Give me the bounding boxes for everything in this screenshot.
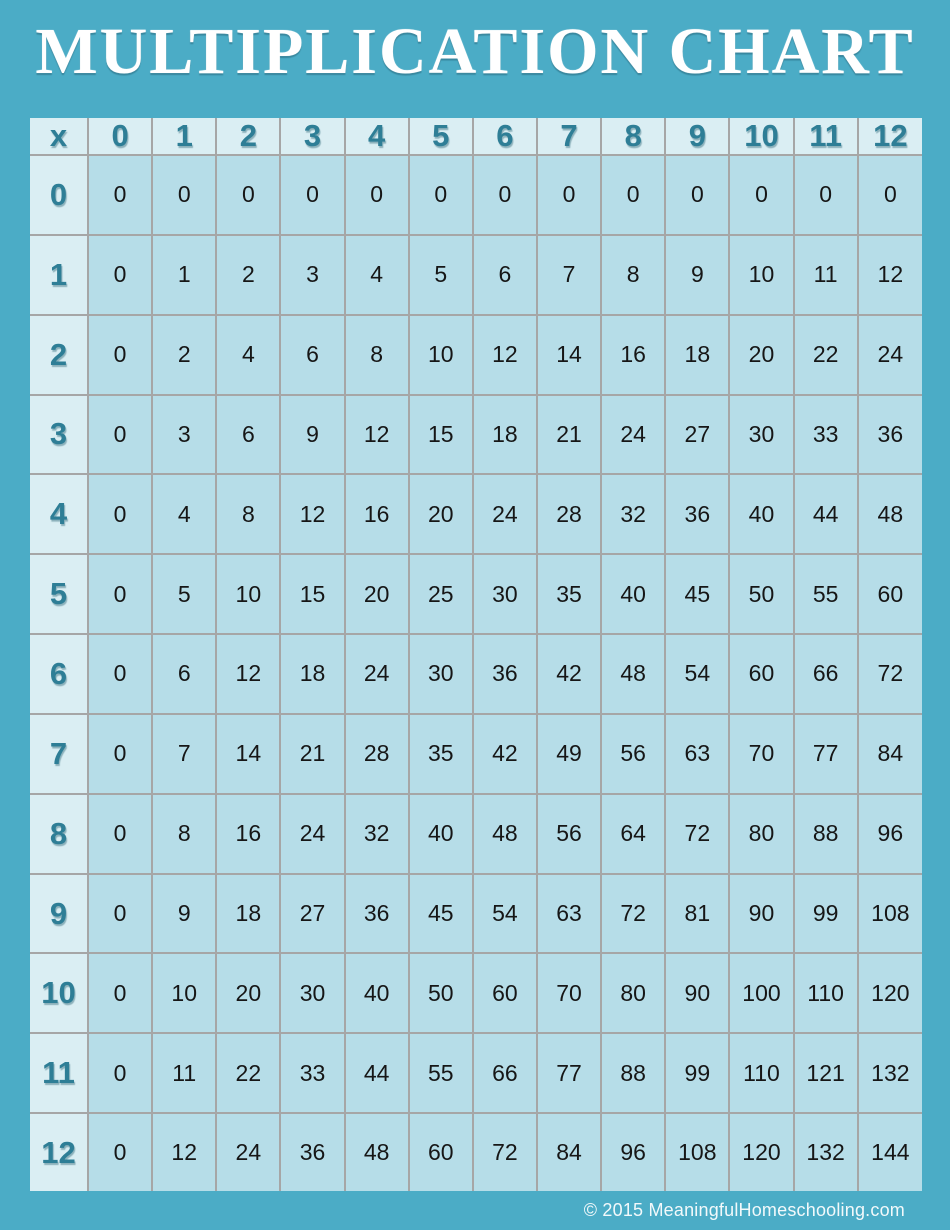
product-cell: 63 <box>665 714 729 794</box>
product-cell: 6 <box>280 315 344 395</box>
column-header-cell: 0 <box>88 118 152 155</box>
table-row <box>30 554 922 634</box>
table-row <box>30 1033 922 1113</box>
product-cell: 28 <box>537 474 601 554</box>
product-cell: 35 <box>537 554 601 634</box>
product-cell: 60 <box>729 634 793 714</box>
product-cell: 24 <box>858 315 922 395</box>
product-cell: 3 <box>152 395 216 475</box>
product-cell: 80 <box>729 794 793 874</box>
product-cell: 24 <box>280 794 344 874</box>
row-header-cell: 3 <box>30 395 88 475</box>
column-header-cell: 11 <box>794 118 858 155</box>
product-cell: 16 <box>345 474 409 554</box>
product-cell: 18 <box>473 395 537 475</box>
product-cell: 0 <box>88 1033 152 1113</box>
table-row <box>30 474 922 554</box>
product-cell: 11 <box>152 1033 216 1113</box>
product-cell: 0 <box>858 155 922 235</box>
product-cell: 72 <box>601 874 665 954</box>
product-cell: 0 <box>409 155 473 235</box>
product-cell: 15 <box>280 554 344 634</box>
product-cell: 42 <box>473 714 537 794</box>
product-cell: 72 <box>665 794 729 874</box>
product-cell: 77 <box>537 1033 601 1113</box>
product-cell: 40 <box>409 794 473 874</box>
product-cell: 0 <box>88 315 152 395</box>
product-cell: 0 <box>88 395 152 475</box>
product-cell: 35 <box>409 714 473 794</box>
product-cell: 108 <box>665 1113 729 1191</box>
product-cell: 32 <box>345 794 409 874</box>
row-header-cell: 11 <box>30 1033 88 1113</box>
column-header-cell: 2 <box>216 118 280 155</box>
product-cell: 4 <box>152 474 216 554</box>
product-cell: 10 <box>152 953 216 1033</box>
product-cell: 50 <box>409 953 473 1033</box>
corner-header-cell: x <box>30 118 88 155</box>
product-cell: 48 <box>858 474 922 554</box>
product-cell: 36 <box>473 634 537 714</box>
product-cell: 100 <box>729 953 793 1033</box>
product-cell: 24 <box>601 395 665 475</box>
product-cell: 30 <box>473 554 537 634</box>
product-cell: 50 <box>729 554 793 634</box>
product-cell: 28 <box>345 714 409 794</box>
product-cell: 5 <box>152 554 216 634</box>
product-cell: 0 <box>473 155 537 235</box>
product-cell: 25 <box>409 554 473 634</box>
product-cell: 9 <box>665 235 729 315</box>
product-cell: 6 <box>216 395 280 475</box>
table-row <box>30 315 922 395</box>
product-cell: 18 <box>280 634 344 714</box>
product-cell: 24 <box>345 634 409 714</box>
product-cell: 56 <box>537 794 601 874</box>
product-cell: 27 <box>665 395 729 475</box>
product-cell: 40 <box>345 953 409 1033</box>
copyright-text: © 2015 MeaningfulHomeschooling.com <box>583 1200 905 1220</box>
product-cell: 84 <box>858 714 922 794</box>
product-cell: 0 <box>601 155 665 235</box>
product-cell: 36 <box>345 874 409 954</box>
product-cell: 0 <box>729 155 793 235</box>
product-cell: 2 <box>216 235 280 315</box>
header-row <box>30 118 922 155</box>
product-cell: 96 <box>858 794 922 874</box>
product-cell: 30 <box>280 953 344 1033</box>
product-cell: 0 <box>88 634 152 714</box>
product-cell: 8 <box>216 474 280 554</box>
column-header-cell: 9 <box>665 118 729 155</box>
table-row <box>30 1113 922 1191</box>
product-cell: 0 <box>88 474 152 554</box>
column-header-cell: 10 <box>729 118 793 155</box>
product-cell: 81 <box>665 874 729 954</box>
product-cell: 20 <box>345 554 409 634</box>
product-cell: 2 <box>152 315 216 395</box>
product-cell: 12 <box>152 1113 216 1191</box>
product-cell: 12 <box>216 634 280 714</box>
row-header-cell: 7 <box>30 714 88 794</box>
column-header-cell: 7 <box>537 118 601 155</box>
product-cell: 45 <box>409 874 473 954</box>
product-cell: 12 <box>858 235 922 315</box>
product-cell: 66 <box>473 1033 537 1113</box>
product-cell: 15 <box>409 395 473 475</box>
page-title: MULTIPLICATION CHART <box>35 15 915 88</box>
product-cell: 72 <box>473 1113 537 1191</box>
table-row <box>30 953 922 1033</box>
product-cell: 20 <box>216 953 280 1033</box>
product-cell: 16 <box>601 315 665 395</box>
product-cell: 24 <box>216 1113 280 1191</box>
product-cell: 99 <box>665 1033 729 1113</box>
product-cell: 90 <box>665 953 729 1033</box>
product-cell: 55 <box>409 1033 473 1113</box>
product-cell: 60 <box>409 1113 473 1191</box>
product-cell: 96 <box>601 1113 665 1191</box>
product-cell: 132 <box>794 1113 858 1191</box>
product-cell: 27 <box>280 874 344 954</box>
column-header-cell: 4 <box>345 118 409 155</box>
product-cell: 70 <box>729 714 793 794</box>
product-cell: 10 <box>409 315 473 395</box>
row-header-cell: 10 <box>30 953 88 1033</box>
column-header-cell: 5 <box>409 118 473 155</box>
product-cell: 20 <box>409 474 473 554</box>
product-cell: 108 <box>858 874 922 954</box>
table-row <box>30 794 922 874</box>
product-cell: 12 <box>345 395 409 475</box>
product-cell: 22 <box>216 1033 280 1113</box>
product-cell: 132 <box>858 1033 922 1113</box>
product-cell: 12 <box>473 315 537 395</box>
product-cell: 9 <box>280 395 344 475</box>
product-cell: 0 <box>216 155 280 235</box>
product-cell: 7 <box>152 714 216 794</box>
product-cell: 12 <box>280 474 344 554</box>
product-cell: 8 <box>345 315 409 395</box>
product-cell: 44 <box>794 474 858 554</box>
product-cell: 63 <box>537 874 601 954</box>
product-cell: 0 <box>280 155 344 235</box>
row-header-cell: 6 <box>30 634 88 714</box>
product-cell: 21 <box>537 395 601 475</box>
table-row <box>30 395 922 475</box>
table-row <box>30 634 922 714</box>
product-cell: 144 <box>858 1113 922 1191</box>
product-cell: 5 <box>409 235 473 315</box>
column-header-cell: 1 <box>152 118 216 155</box>
row-header-cell: 2 <box>30 315 88 395</box>
product-cell: 0 <box>88 155 152 235</box>
product-cell: 10 <box>729 235 793 315</box>
product-cell: 33 <box>794 395 858 475</box>
product-cell: 54 <box>665 634 729 714</box>
product-cell: 4 <box>345 235 409 315</box>
row-header-cell: 0 <box>30 155 88 235</box>
product-cell: 110 <box>794 953 858 1033</box>
row-header-cell: 9 <box>30 874 88 954</box>
product-cell: 0 <box>345 155 409 235</box>
product-cell: 90 <box>729 874 793 954</box>
product-cell: 8 <box>601 235 665 315</box>
product-cell: 8 <box>152 794 216 874</box>
product-cell: 120 <box>729 1113 793 1191</box>
product-cell: 0 <box>88 1113 152 1191</box>
column-header-cell: 6 <box>473 118 537 155</box>
multiplication-table <box>30 118 922 1191</box>
product-cell: 88 <box>601 1033 665 1113</box>
product-cell: 72 <box>858 634 922 714</box>
product-cell: 0 <box>537 155 601 235</box>
product-cell: 10 <box>216 554 280 634</box>
product-cell: 20 <box>729 315 793 395</box>
product-cell: 0 <box>88 714 152 794</box>
product-cell: 0 <box>88 953 152 1033</box>
table-header <box>30 118 922 155</box>
product-cell: 30 <box>409 634 473 714</box>
product-cell: 88 <box>794 794 858 874</box>
product-cell: 33 <box>280 1033 344 1113</box>
column-header-cell: 3 <box>280 118 344 155</box>
product-cell: 4 <box>216 315 280 395</box>
product-cell: 22 <box>794 315 858 395</box>
product-cell: 120 <box>858 953 922 1033</box>
product-cell: 16 <box>216 794 280 874</box>
column-header-cell: 8 <box>601 118 665 155</box>
product-cell: 36 <box>858 395 922 475</box>
product-cell: 6 <box>152 634 216 714</box>
row-header-cell: 8 <box>30 794 88 874</box>
product-cell: 0 <box>88 794 152 874</box>
product-cell: 60 <box>858 554 922 634</box>
product-cell: 0 <box>152 155 216 235</box>
product-cell: 84 <box>537 1113 601 1191</box>
product-cell: 6 <box>473 235 537 315</box>
product-cell: 30 <box>729 395 793 475</box>
table-row <box>30 874 922 954</box>
product-cell: 0 <box>88 235 152 315</box>
row-header-cell: 5 <box>30 554 88 634</box>
product-cell: 77 <box>794 714 858 794</box>
product-cell: 44 <box>345 1033 409 1113</box>
product-cell: 24 <box>473 474 537 554</box>
product-cell: 99 <box>794 874 858 954</box>
product-cell: 45 <box>665 554 729 634</box>
product-cell: 60 <box>473 953 537 1033</box>
product-cell: 64 <box>601 794 665 874</box>
product-cell: 49 <box>537 714 601 794</box>
product-cell: 7 <box>537 235 601 315</box>
table-body <box>30 155 922 1191</box>
product-cell: 1 <box>152 235 216 315</box>
product-cell: 55 <box>794 554 858 634</box>
product-cell: 121 <box>794 1033 858 1113</box>
product-cell: 11 <box>794 235 858 315</box>
product-cell: 14 <box>216 714 280 794</box>
row-header-cell: 1 <box>30 235 88 315</box>
table-row <box>30 235 922 315</box>
product-cell: 0 <box>665 155 729 235</box>
row-header-cell: 4 <box>30 474 88 554</box>
product-cell: 40 <box>601 554 665 634</box>
product-cell: 40 <box>729 474 793 554</box>
product-cell: 48 <box>601 634 665 714</box>
column-header-cell: 12 <box>858 118 922 155</box>
product-cell: 66 <box>794 634 858 714</box>
product-cell: 0 <box>88 554 152 634</box>
product-cell: 56 <box>601 714 665 794</box>
product-cell: 0 <box>88 874 152 954</box>
product-cell: 3 <box>280 235 344 315</box>
product-cell: 70 <box>537 953 601 1033</box>
product-cell: 54 <box>473 874 537 954</box>
product-cell: 110 <box>729 1033 793 1113</box>
product-cell: 0 <box>794 155 858 235</box>
product-cell: 48 <box>345 1113 409 1191</box>
product-cell: 36 <box>280 1113 344 1191</box>
product-cell: 32 <box>601 474 665 554</box>
product-cell: 18 <box>665 315 729 395</box>
row-header-cell: 12 <box>30 1113 88 1191</box>
product-cell: 48 <box>473 794 537 874</box>
product-cell: 9 <box>152 874 216 954</box>
table-row <box>30 155 922 235</box>
product-cell: 42 <box>537 634 601 714</box>
table-row <box>30 714 922 794</box>
product-cell: 80 <box>601 953 665 1033</box>
product-cell: 18 <box>216 874 280 954</box>
product-cell: 21 <box>280 714 344 794</box>
product-cell: 14 <box>537 315 601 395</box>
product-cell: 36 <box>665 474 729 554</box>
